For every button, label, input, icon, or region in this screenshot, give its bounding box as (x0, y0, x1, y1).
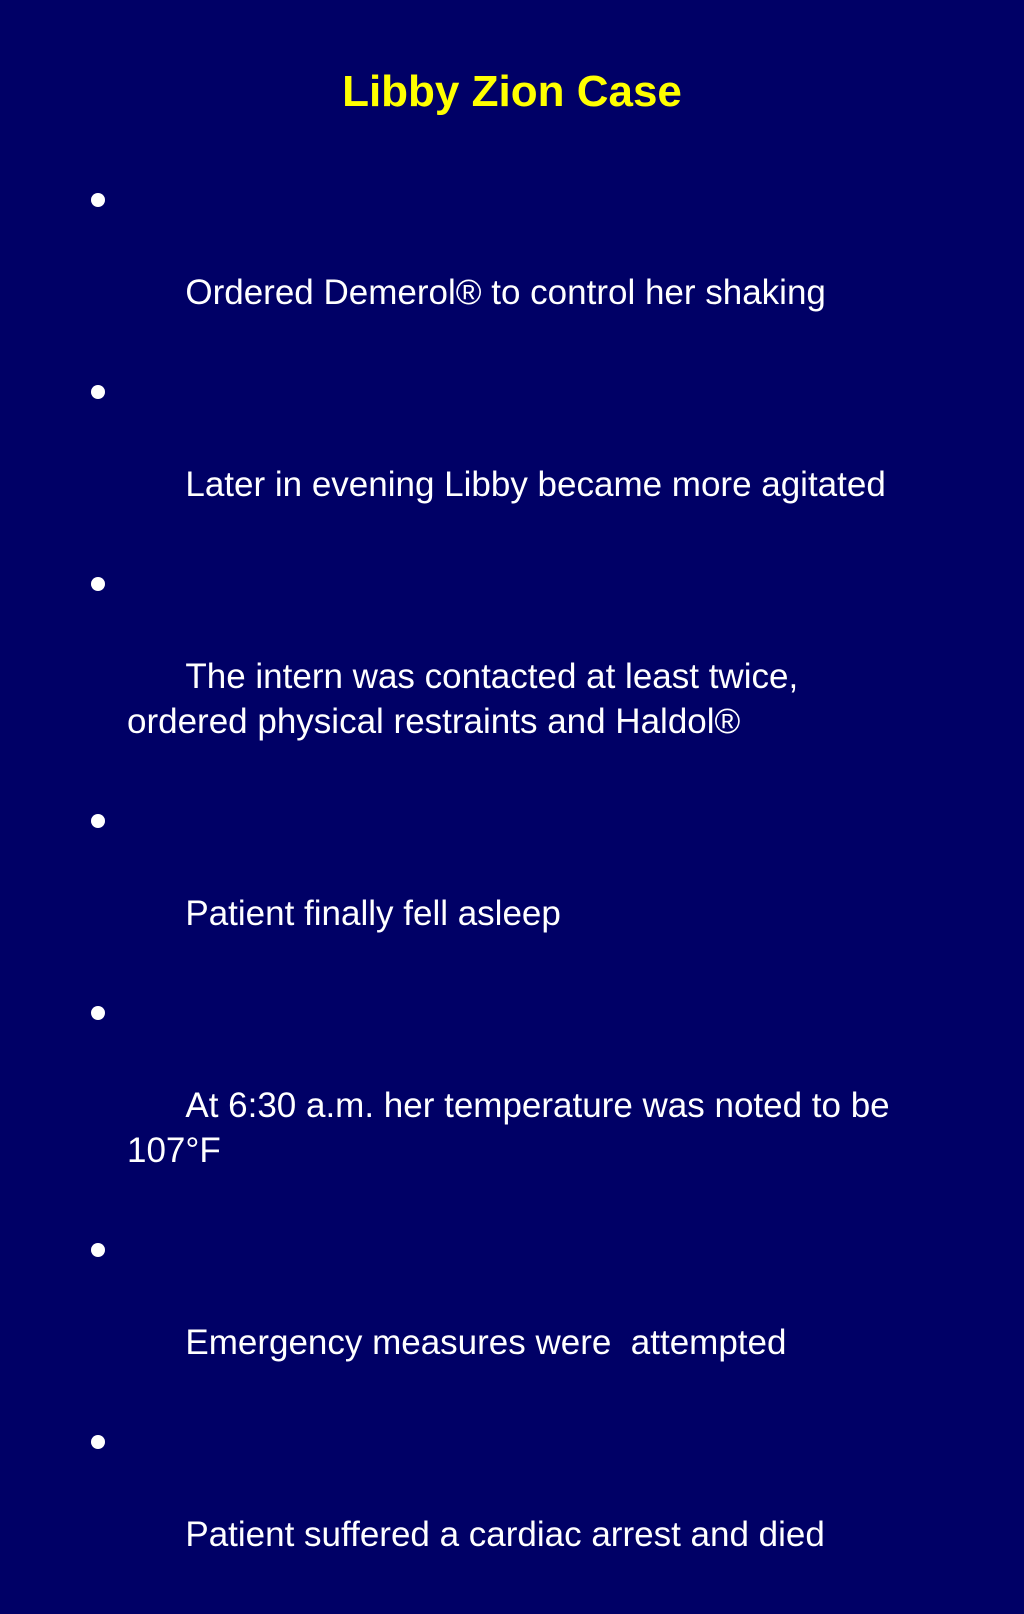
bullet-item (88, 1422, 988, 1602)
slide-title: Libby Zion Case (342, 67, 682, 116)
bullet-icon (88, 801, 108, 846)
bullet-icon (88, 1230, 108, 1275)
bullet-list (88, 180, 988, 1614)
bullet-item (88, 372, 988, 552)
bullet-text: At 6:30 a.m. her temperature was noted to be 107°F (127, 1086, 890, 1170)
bullet-item (88, 1230, 988, 1410)
bullet-text: Emergency measures were attempted (185, 1323, 787, 1362)
bullet-item (88, 993, 988, 1218)
bullet-item (88, 564, 988, 789)
bullet-item (88, 801, 988, 981)
bullet-item (88, 180, 988, 360)
bullet-text: Patient suffered a cardiac arrest and died (185, 1515, 825, 1554)
bullet-icon (88, 564, 108, 609)
bullet-text: The intern was contacted at least twice, ordered physical restraints and Haldol® (127, 657, 799, 741)
bullet-icon (88, 993, 108, 1038)
bullet-icon (88, 1422, 108, 1467)
bullet-text: Later in evening Libby became more agitated (185, 465, 886, 504)
bullet-text: Ordered Demerol® to control her shaking (185, 273, 826, 312)
bullet-icon (88, 372, 108, 417)
bullet-text: Patient finally fell asleep (185, 894, 561, 933)
bullet-icon (88, 180, 108, 225)
